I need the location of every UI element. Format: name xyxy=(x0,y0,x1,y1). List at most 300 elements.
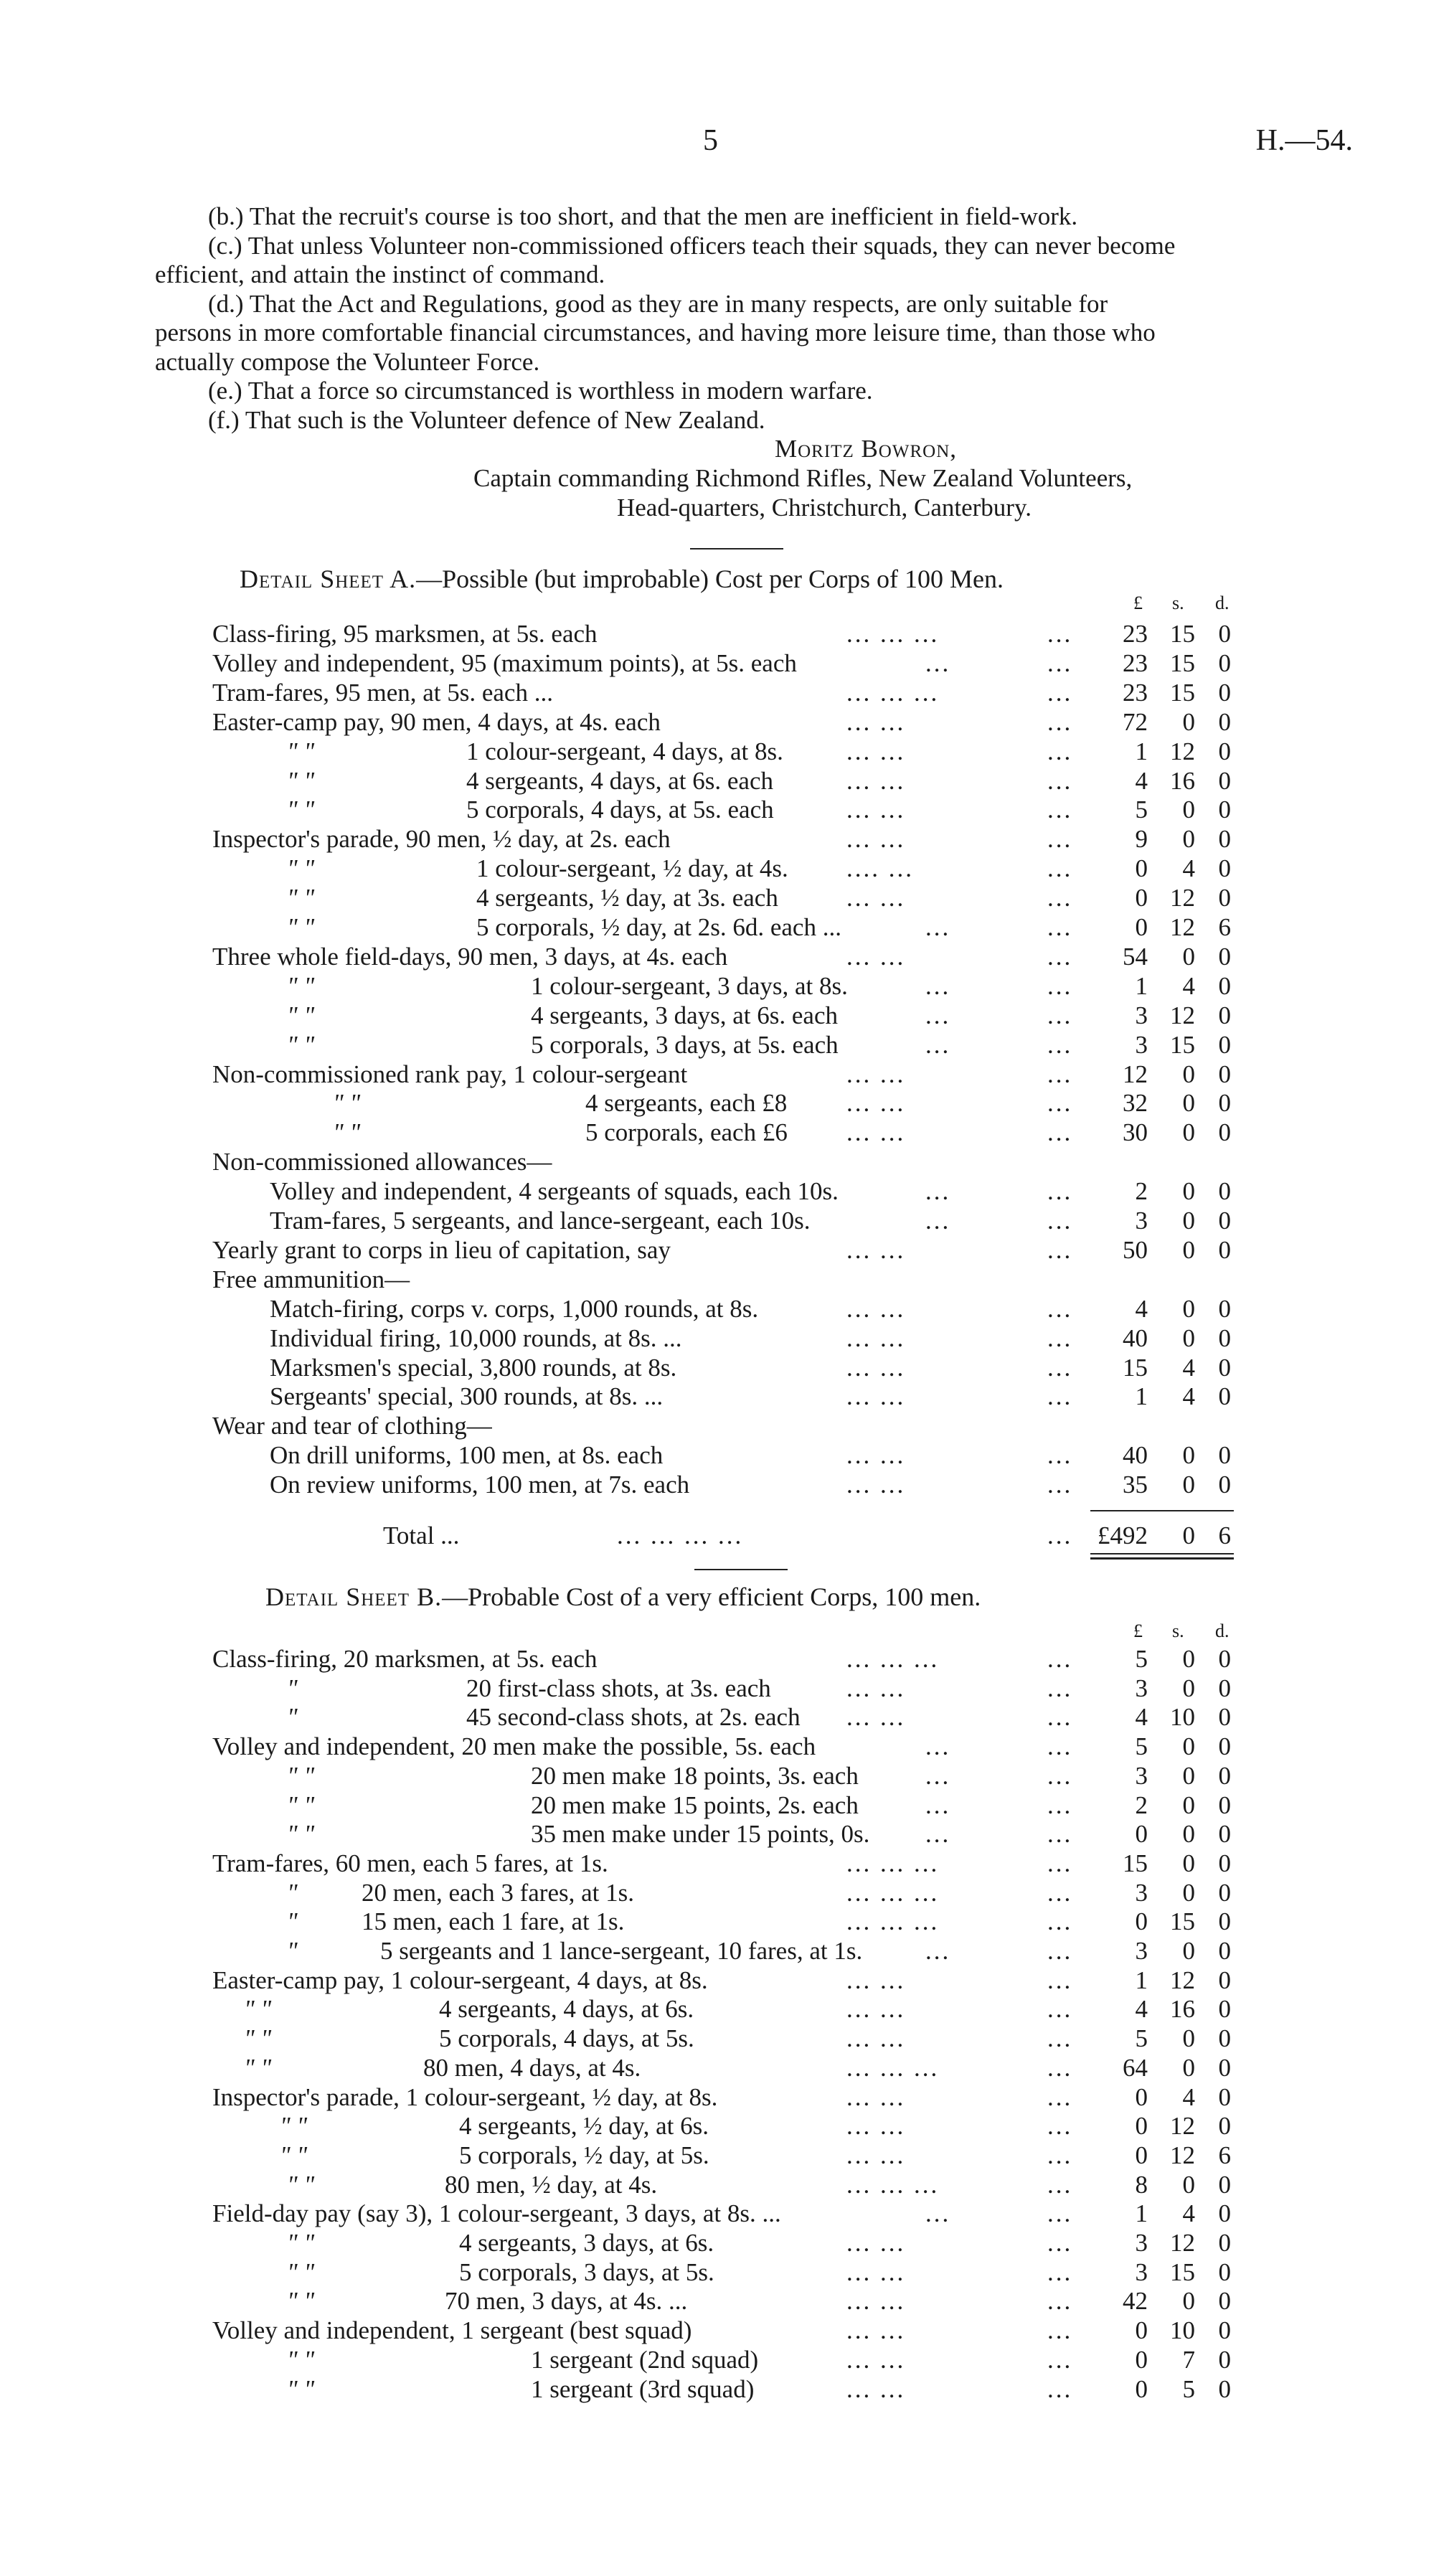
shillings-cell: 0 xyxy=(1182,1471,1195,1499)
pounds-cell: 3 xyxy=(1135,1761,1148,1790)
ditto-mark: " " xyxy=(287,737,315,765)
pence-cell: 0 xyxy=(1218,1674,1231,1702)
leader-dots: ... xyxy=(1047,1907,1073,1936)
leader-dots: ... xyxy=(925,1820,951,1849)
pence-cell: 0 xyxy=(1218,2316,1231,2345)
ditto-mark: " " xyxy=(287,2170,315,2199)
leader-dots: ... xyxy=(1047,1674,1073,1702)
leader-dots: ... xyxy=(1047,825,1073,854)
signature-location: Head-quarters, Christchurch, Canterbury. xyxy=(617,494,1032,522)
pounds-cell: 9 xyxy=(1135,825,1148,854)
row-label: 5 corporals, each £6 xyxy=(585,1118,788,1147)
shillings-cell: 0 xyxy=(1182,1791,1195,1819)
shillings-cell: 0 xyxy=(1182,707,1195,736)
pounds-cell: 32 xyxy=(1123,1089,1148,1118)
pence-cell: 6 xyxy=(1218,2141,1231,2169)
leader-dots: ... xyxy=(1047,1937,1073,1965)
pence-cell: 0 xyxy=(1218,884,1231,912)
total-label: Total ... xyxy=(383,1521,460,1549)
leader-dots: ... ... xyxy=(846,825,906,854)
row-label: 4 sergeants, 4 days, at 6s. xyxy=(439,1995,694,2024)
pence-column-header: d. xyxy=(1215,593,1229,613)
leader-dots: ... xyxy=(925,1207,951,1235)
pounds-cell: 0 xyxy=(1135,854,1148,883)
row-label: 80 men, 4 days, at 4s. xyxy=(423,2053,641,2082)
row-label: Non-commissioned rank pay, 1 colour-sergeant xyxy=(212,1060,688,1088)
table-row xyxy=(0,1674,1449,1703)
pounds-cell: 3 xyxy=(1135,1937,1148,1965)
leader-dots: ... ... xyxy=(846,1118,906,1147)
section-divider xyxy=(690,548,783,549)
pounds-cell: 42 xyxy=(1123,2287,1148,2316)
pence-column-header: d. xyxy=(1215,1620,1229,1641)
leader-dots: ... xyxy=(1047,2199,1073,2228)
shillings-cell: 0 xyxy=(1182,1089,1195,1118)
leader-dots: ... ... xyxy=(846,2112,906,2141)
leader-dots: ... xyxy=(1047,1966,1073,1994)
pence-cell: 0 xyxy=(1218,1471,1231,1499)
leader-dots: .... ... xyxy=(846,854,914,883)
leader-dots: ... ... xyxy=(846,2316,906,2345)
row-label: 4 sergeants, ½ day, at 3s. each xyxy=(476,884,778,912)
leader-dots: ... xyxy=(1047,913,1073,941)
table-row xyxy=(0,649,1449,678)
leader-dots: ... xyxy=(925,1732,951,1761)
table-row xyxy=(0,2258,1449,2287)
table-row xyxy=(0,1820,1449,1849)
ditto-mark: " " xyxy=(287,971,315,1000)
table-row xyxy=(0,1177,1449,1206)
table-row xyxy=(0,884,1449,912)
ditto-mark: " " xyxy=(244,2024,272,2053)
pence-cell: 0 xyxy=(1218,1645,1231,1673)
table-row xyxy=(0,1849,1449,1878)
shillings-cell: 10 xyxy=(1170,1703,1195,1732)
shillings-cell: 10 xyxy=(1170,2316,1195,2345)
pence-cell: 0 xyxy=(1218,1907,1231,1936)
row-label: Three whole field-days, 90 men, 3 days, at 4s. each xyxy=(212,942,728,971)
leader-dots: ... ... xyxy=(846,1060,906,1088)
pounds-cell: 4 xyxy=(1135,1294,1148,1323)
sheet-a-title: Detail Sheet A.—Possible (but improbable) Cost per Corps of 100 Men. xyxy=(240,565,1004,593)
table-row xyxy=(0,2316,1449,2345)
leader-dots: ... ... xyxy=(846,1235,906,1264)
table-row xyxy=(0,2229,1449,2257)
row-label: Class-firing, 20 marksmen, at 5s. each xyxy=(212,1645,598,1673)
table-row xyxy=(0,972,1449,1001)
row-label: 4 sergeants, ½ day, at 6s. xyxy=(459,2112,709,2141)
row-label: On drill uniforms, 100 men, at 8s. each xyxy=(270,1441,664,1470)
pence-cell: 0 xyxy=(1218,1761,1231,1790)
shillings-cell: 0 xyxy=(1182,1324,1195,1352)
leader-dots: ... ... xyxy=(846,2024,906,2053)
ditto-mark: " xyxy=(287,1674,298,1702)
leader-dots: ... ... xyxy=(846,1995,906,2024)
total-dots: ... ... ... ... xyxy=(617,1521,744,1549)
leader-dots: ... xyxy=(1047,854,1073,883)
leader-dots: ... xyxy=(1047,1791,1073,1819)
pence-cell: 0 xyxy=(1218,2374,1231,2403)
leader-dots: ... xyxy=(1047,1001,1073,1029)
leader-dots: ... ... xyxy=(846,1382,906,1411)
shillings-cell: 0 xyxy=(1182,1441,1195,1470)
point-d: (d.) That the Act and Regulations, good as they are in many respects, are only suitable for xyxy=(208,289,1108,318)
shillings-cell: 0 xyxy=(1182,1235,1195,1264)
row-label: 5 corporals, 3 days, at 5s. xyxy=(459,2257,714,2286)
shillings-cell: 15 xyxy=(1170,648,1195,677)
leader-dots: ... xyxy=(1047,2345,1073,2374)
pounds-cell: 5 xyxy=(1135,796,1148,824)
table-row xyxy=(0,1324,1449,1353)
pence-cell: 0 xyxy=(1218,1732,1231,1761)
leader-dots: ... xyxy=(1047,1235,1073,1264)
table-row xyxy=(0,2141,1449,2170)
table-row xyxy=(0,796,1449,824)
row-label: 1 sergeant (3rd squad) xyxy=(531,2374,755,2403)
pounds-cell: 40 xyxy=(1123,1324,1148,1352)
table-row xyxy=(0,825,1449,854)
row-label: Inspector's parade, 1 colour-sergeant, ½ day, at 8s. xyxy=(212,2082,718,2111)
shillings-cell: 12 xyxy=(1170,884,1195,912)
shillings-cell: 15 xyxy=(1170,620,1195,648)
row-label: Volley and independent, 4 sergeants of squads, each 10s. xyxy=(270,1177,839,1206)
table-row xyxy=(0,854,1449,883)
pence-cell: 0 xyxy=(1218,854,1231,883)
ditto-mark: " " xyxy=(287,1791,315,1819)
leader-dots: ... xyxy=(1047,942,1073,971)
pounds-cell: 0 xyxy=(1135,2112,1148,2141)
pounds-cell: 23 xyxy=(1123,648,1148,677)
shillings-cell: 0 xyxy=(1182,1732,1195,1761)
row-label: 5 corporals, ½ day, at 2s. 6d. each ... xyxy=(476,913,841,941)
row-label: 15 men, each 1 fare, at 1s. xyxy=(362,1907,625,1936)
table-row xyxy=(0,1118,1449,1147)
leader-dots: ... ... xyxy=(846,737,906,765)
ditto-mark: " " xyxy=(287,913,315,941)
ditto-mark: " " xyxy=(287,1001,315,1029)
leader-dots: ... xyxy=(1047,1382,1073,1411)
table-row xyxy=(0,1295,1449,1324)
table-row xyxy=(0,2346,1449,2374)
pence-cell: 0 xyxy=(1218,2024,1231,2053)
table-row xyxy=(0,1966,1449,1995)
pence-cell: 0 xyxy=(1218,1353,1231,1382)
shillings-cell: 0 xyxy=(1182,1878,1195,1907)
leader-dots: ... ... xyxy=(846,1324,906,1352)
ditto-mark: " " xyxy=(333,1089,361,1118)
pounds-cell: 3 xyxy=(1135,1030,1148,1059)
table-row xyxy=(0,1732,1449,1761)
row-label: Match-firing, corps v. corps, 1,000 rounds, at 8s. xyxy=(270,1294,759,1323)
total-shillings: 0 xyxy=(1182,1521,1195,1549)
pounds-cell: 0 xyxy=(1135,1907,1148,1936)
leader-dots: ... xyxy=(925,1177,951,1206)
leader-dots: ... ... ... xyxy=(846,2053,940,2082)
shillings-cell: 15 xyxy=(1170,1907,1195,1936)
table-row xyxy=(0,1645,1449,1674)
pounds-cell: 4 xyxy=(1135,766,1148,795)
row-label: Class-firing, 95 marksmen, at 5s. each xyxy=(212,620,598,648)
leader-dots: ... xyxy=(1047,2024,1073,2053)
pence-cell: 0 xyxy=(1218,1791,1231,1819)
leader-dots: ... xyxy=(1047,971,1073,1000)
leader-dots: ... ... xyxy=(846,2374,906,2403)
shillings-cell: 0 xyxy=(1182,1177,1195,1206)
row-label: Yearly grant to corps in lieu of capitation, say xyxy=(212,1235,671,1264)
table-row xyxy=(0,708,1449,737)
leader-dots: ... ... xyxy=(846,1294,906,1323)
row-label: Free ammunition— xyxy=(212,1265,410,1293)
table-row xyxy=(0,1354,1449,1382)
sheet-b-title: Detail Sheet B.—Probable Cost of a very efficient Corps, 100 men. xyxy=(265,1582,981,1611)
row-label: 45 second-class shots, at 2s. each xyxy=(466,1703,801,1732)
table-row xyxy=(0,1907,1449,1936)
shillings-cell: 12 xyxy=(1170,1966,1195,1994)
shillings-cell: 15 xyxy=(1170,2257,1195,2286)
pence-cell: 0 xyxy=(1218,2257,1231,2286)
leader-dots: ... xyxy=(1047,1353,1073,1382)
leader-dots: ... xyxy=(925,1937,951,1965)
pounds-cell: 54 xyxy=(1123,942,1148,971)
row-label: Tram-fares, 95 men, at 5s. each ... xyxy=(212,678,553,707)
ditto-mark: " xyxy=(287,1937,298,1965)
pence-cell: 0 xyxy=(1218,1878,1231,1907)
leader-dots: ... xyxy=(925,2199,951,2228)
pounds-cell: 0 xyxy=(1135,2082,1148,2111)
leader-dots: ... xyxy=(1047,2053,1073,2082)
leader-dots: ... xyxy=(1047,737,1073,765)
row-label: 1 sergeant (2nd squad) xyxy=(531,2345,759,2374)
table-row xyxy=(0,1382,1449,1411)
row-label: 5 corporals, 4 days, at 5s. each xyxy=(466,796,774,824)
point-e: (e.) That a force so circumstanced is worthless in modern warfare. xyxy=(208,377,873,405)
row-label: Volley and independent, 20 men make the possible, 5s. each xyxy=(212,1732,816,1761)
shillings-cell: 0 xyxy=(1182,1118,1195,1147)
pounds-cell: 72 xyxy=(1123,707,1148,736)
leader-dots: ... ... ... xyxy=(846,2170,940,2199)
leader-dots: ... xyxy=(1047,2170,1073,2199)
point-d-cont: persons in more comfortable financial circumstances, and having more leisure time, than those who xyxy=(155,319,1156,346)
leader-dots: ... ... ... xyxy=(846,678,940,707)
pence-cell: 0 xyxy=(1218,1703,1231,1732)
pence-cell: 0 xyxy=(1218,1030,1231,1059)
pounds-cell: 50 xyxy=(1123,1235,1148,1264)
table-row xyxy=(0,767,1449,796)
row-label: 4 sergeants, each £8 xyxy=(585,1089,788,1118)
pounds-cell: 0 xyxy=(1135,2374,1148,2403)
leader-dots: ... xyxy=(1047,2229,1073,2257)
pence-cell: 6 xyxy=(1218,913,1231,941)
shillings-cell: 0 xyxy=(1182,1294,1195,1323)
pounds-cell: 2 xyxy=(1135,1177,1148,1206)
leader-dots: ... xyxy=(1047,648,1073,677)
table-row xyxy=(0,2083,1449,2112)
shillings-cell: 4 xyxy=(1182,1382,1195,1411)
row-label: Easter-camp pay, 1 colour-sergeant, 4 days, at 8s. xyxy=(212,1966,708,1994)
pounds-cell: 23 xyxy=(1123,678,1148,707)
pounds-cell: 30 xyxy=(1123,1118,1148,1147)
pounds-cell: 64 xyxy=(1123,2053,1148,2082)
shillings-cell: 0 xyxy=(1182,1820,1195,1849)
leader-dots: ... ... xyxy=(846,2287,906,2316)
shillings-cell: 0 xyxy=(1182,942,1195,971)
shillings-cell: 0 xyxy=(1182,2024,1195,2053)
leader-dots: ... ... ... xyxy=(846,1645,940,1673)
leader-dots: ... xyxy=(925,971,951,1000)
leader-dots: ... xyxy=(1047,1324,1073,1352)
leader-dots: ... xyxy=(1047,1732,1073,1761)
shillings-cell: 7 xyxy=(1182,2345,1195,2374)
row-label: Easter-camp pay, 90 men, 4 days, at 4s. each xyxy=(212,707,661,736)
table-row xyxy=(0,2054,1449,2082)
row-label: 20 men, each 3 fares, at 1s. xyxy=(362,1878,634,1907)
leader-dots: ... xyxy=(1047,1703,1073,1732)
row-label: 1 colour-sergeant, ½ day, at 4s. xyxy=(476,854,788,883)
row-label: Tram-fares, 60 men, each 5 fares, at 1s. xyxy=(212,1849,608,1877)
ditto-mark: " " xyxy=(287,854,315,883)
ditto-mark: " " xyxy=(287,2287,315,2316)
pounds-cell: 3 xyxy=(1135,1001,1148,1029)
pence-cell: 0 xyxy=(1218,737,1231,765)
shillings-cell: 0 xyxy=(1182,825,1195,854)
pounds-cell: 3 xyxy=(1135,1878,1148,1907)
ditto-mark: " " xyxy=(280,2112,308,2141)
total-rule-bottom xyxy=(1090,1553,1234,1554)
row-label: Sergeants' special, 300 rounds, at 8s. ... xyxy=(270,1382,664,1411)
table-row xyxy=(0,1879,1449,1907)
pence-cell: 0 xyxy=(1218,2199,1231,2228)
table-row xyxy=(0,1412,1449,1440)
pounds-cell: 15 xyxy=(1123,1353,1148,1382)
leader-dots: ... ... xyxy=(846,1089,906,1118)
leader-dots: ... ... xyxy=(846,1703,906,1732)
table-row xyxy=(0,1265,1449,1294)
leader-dots: ... xyxy=(1047,2257,1073,2286)
point-c: (c.) That unless Volunteer non-commissioned officers teach their squads, they can never become xyxy=(208,231,1176,260)
leader-dots: ... ... xyxy=(846,707,906,736)
pence-cell: 0 xyxy=(1218,1849,1231,1877)
leader-dots: ... ... ... xyxy=(846,620,940,648)
leader-dots: ... xyxy=(1047,1471,1073,1499)
pence-cell: 0 xyxy=(1218,1089,1231,1118)
shillings-cell: 0 xyxy=(1182,1207,1195,1235)
leader-dots: ... xyxy=(1047,1645,1073,1673)
leader-dots: ... ... xyxy=(846,1966,906,1994)
table-row xyxy=(0,1441,1449,1470)
leader-dots: ... ... xyxy=(846,1353,906,1382)
leader-dots: ... xyxy=(1047,2287,1073,2316)
pounds-cell: 35 xyxy=(1123,1471,1148,1499)
total-dots-2: ... xyxy=(1047,1521,1073,1549)
row-label: 5 corporals, 4 days, at 5s. xyxy=(439,2024,694,2053)
leader-dots: ... xyxy=(1047,1441,1073,1470)
table-row xyxy=(0,1791,1449,1820)
pence-cell: 0 xyxy=(1218,825,1231,854)
leader-dots: ... xyxy=(1047,1030,1073,1059)
shillings-cell: 4 xyxy=(1182,1353,1195,1382)
row-label: 1 colour-sergeant, 4 days, at 8s. xyxy=(466,737,783,765)
row-label: 20 men make 18 points, 3s. each xyxy=(531,1761,859,1790)
pence-cell: 0 xyxy=(1218,1324,1231,1352)
row-label: 5 corporals, ½ day, at 5s. xyxy=(459,2141,709,2169)
pounds-cell: 3 xyxy=(1135,2229,1148,2257)
table-row xyxy=(0,1089,1449,1118)
ditto-mark: " " xyxy=(244,2053,272,2082)
pounds-cell: 1 xyxy=(1135,737,1148,765)
row-label: Tram-fares, 5 sergeants, and lance-sergeant, each 10s. xyxy=(270,1207,811,1235)
pence-cell: 0 xyxy=(1218,1995,1231,2024)
leader-dots: ... xyxy=(1047,766,1073,795)
pounds-cell: 5 xyxy=(1135,2024,1148,2053)
shillings-cell: 12 xyxy=(1170,737,1195,765)
pence-cell: 0 xyxy=(1218,971,1231,1000)
shillings-cell: 0 xyxy=(1182,1937,1195,1965)
pounds-cell: 3 xyxy=(1135,1674,1148,1702)
pence-cell: 0 xyxy=(1218,678,1231,707)
leader-dots: ... ... ... xyxy=(846,1849,940,1877)
leader-dots: ... ... xyxy=(846,2257,906,2286)
table-row xyxy=(0,2287,1449,2316)
row-label: On review uniforms, 100 men, at 7s. each xyxy=(270,1471,690,1499)
row-label: 4 sergeants, 3 days, at 6s. xyxy=(459,2229,714,2257)
signature-name: Moritz Bowron, xyxy=(775,435,957,463)
ditto-mark: " " xyxy=(287,2257,315,2286)
table-row xyxy=(0,1471,1449,1499)
pounds-cell: 40 xyxy=(1123,1441,1148,1470)
row-label: Marksmen's special, 3,800 rounds, at 8s. xyxy=(270,1353,677,1382)
section-divider-2 xyxy=(694,1569,788,1570)
shillings-cell: 12 xyxy=(1170,2229,1195,2257)
leader-dots: ... xyxy=(925,1761,951,1790)
ditto-mark: " " xyxy=(287,884,315,912)
leader-dots: ... xyxy=(1047,1118,1073,1147)
row-label: Volley and independent, 1 sergeant (best squad) xyxy=(212,2316,692,2345)
pounds-cell: 0 xyxy=(1135,1820,1148,1849)
intro-points xyxy=(155,202,1353,435)
pence-cell: 0 xyxy=(1218,1001,1231,1029)
leader-dots: ... ... ... xyxy=(846,1907,940,1936)
table-row xyxy=(0,1001,1449,1030)
table-row xyxy=(0,620,1449,648)
ditto-mark: " " xyxy=(287,766,315,795)
ditto-mark: " " xyxy=(287,2229,315,2257)
pence-cell: 0 xyxy=(1218,2229,1231,2257)
total-rule-bottom-double xyxy=(1090,1557,1234,1560)
shillings-cell: 0 xyxy=(1182,1761,1195,1790)
pence-cell: 0 xyxy=(1218,766,1231,795)
leader-dots: ... xyxy=(1047,1820,1073,1849)
leader-dots: ... ... xyxy=(846,796,906,824)
leader-dots: ... xyxy=(1047,884,1073,912)
shillings-cell: 15 xyxy=(1170,1030,1195,1059)
ditto-mark: " " xyxy=(287,1820,315,1849)
total-pence: 6 xyxy=(1218,1521,1231,1549)
shillings-cell: 12 xyxy=(1170,913,1195,941)
pounds-cell: 0 xyxy=(1135,2345,1148,2374)
row-label: Inspector's parade, 90 men, ½ day, at 2s. each xyxy=(212,825,671,854)
leader-dots: ... xyxy=(925,1791,951,1819)
leader-dots: ... ... xyxy=(846,2082,906,2111)
signature-title: Captain commanding Richmond Rifles, New Zealand Volunteers, xyxy=(473,464,1133,492)
leader-dots: ... xyxy=(1047,1878,1073,1907)
pounds-cell: 1 xyxy=(1135,1966,1148,1994)
pence-cell: 0 xyxy=(1218,2287,1231,2316)
pence-cell: 0 xyxy=(1218,2345,1231,2374)
ditto-mark: " xyxy=(287,1703,298,1732)
pounds-cell: 1 xyxy=(1135,971,1148,1000)
table-row xyxy=(0,2199,1449,2228)
pence-cell: 0 xyxy=(1218,2082,1231,2111)
